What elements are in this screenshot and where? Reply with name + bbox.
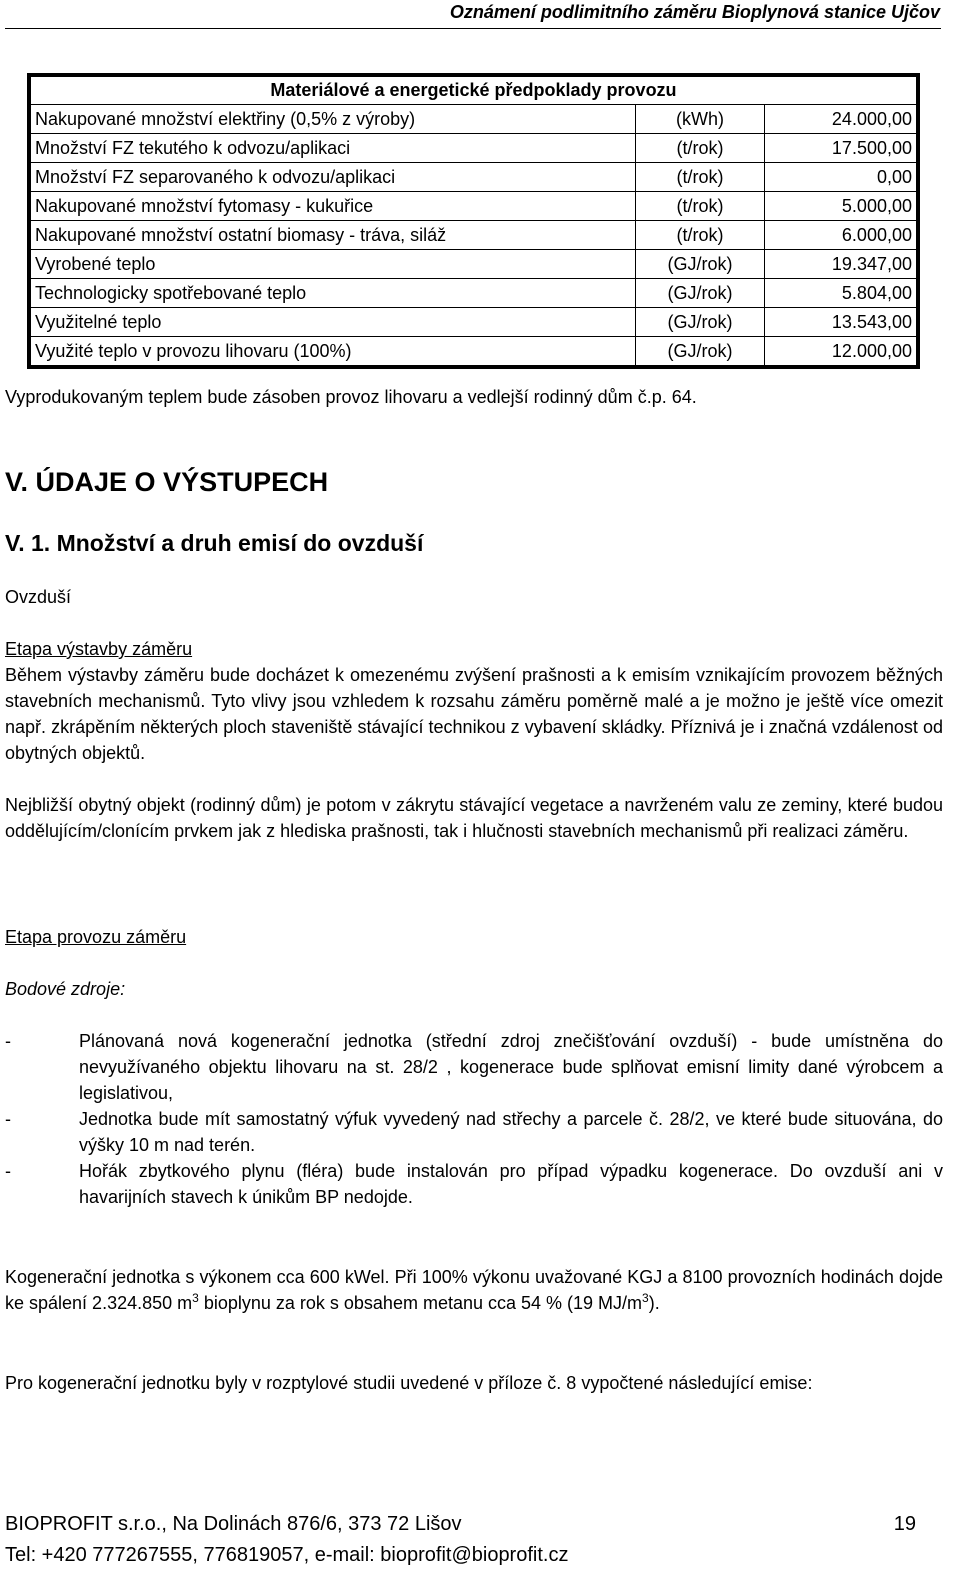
list-item [5, 1106, 943, 1158]
air-label: Ovzduší [5, 587, 72, 607]
construction-paragraph-1: Během výstavby záměru bude docházet k omezenému zvýšení prašnosti a k emisím vznikajícím provozem běžných stavebních mechanismů. Tyto vlivy jsou vzhledem k rozsahu záměru poměrně malé a je možno je ještě více omezit např. zkrápěním některých ploch staveniště stávající technikou z vybavení skládky. Příznivá je i značná vzdálenost od obytných objektů. [5, 665, 943, 763]
row-name: Nakupované množství elektřiny (0,5% z výroby) [29, 105, 636, 134]
table-row [29, 134, 918, 163]
row-unit: (GJ/rok) [636, 337, 765, 368]
row-value: 6.000,00 [765, 221, 919, 250]
kgj-text-c: ). [648, 1293, 660, 1313]
list-item-text: Hořák zbytkového plynu (fléra) bude instalován pro případ výpadku kogenerace. Do ovzduší ani v havarijních stavech k únikům BP nedojde. [79, 1161, 943, 1207]
table-row [29, 163, 918, 192]
row-name: Využitelné teplo [29, 308, 636, 337]
bullet-dash: - [5, 1109, 11, 1129]
list-item [5, 1158, 943, 1210]
row-unit: (GJ/rok) [636, 250, 765, 279]
row-value: 5.804,00 [765, 279, 919, 308]
row-unit: (t/rok) [636, 192, 765, 221]
row-unit: (t/rok) [636, 221, 765, 250]
section-heading: V. ÚDAJE O VÝSTUPECH [5, 467, 329, 497]
row-unit: (t/rok) [636, 163, 765, 192]
subsection-heading: V. 1. Množství a druh emisí do ovzduší [5, 530, 424, 556]
footer-line-1 [5, 1511, 920, 1538]
bullet-dash: - [5, 1161, 11, 1181]
row-name: Nakupované množství ostatní biomasy - tráva, siláž [29, 221, 636, 250]
table-row [29, 192, 918, 221]
row-unit: (GJ/rok) [636, 308, 765, 337]
row-unit: (kWh) [636, 105, 765, 134]
kgj-superscript-2: 3 [642, 1291, 649, 1305]
row-value: 17.500,00 [765, 134, 919, 163]
table-title: Materiálové a energetické předpoklady provozu [29, 75, 918, 105]
row-name: Využité teplo v provozu lihovaru (100%) [29, 337, 636, 368]
row-name: Technologicky spotřebované teplo [29, 279, 636, 308]
table-row [29, 221, 918, 250]
row-value: 12.000,00 [765, 337, 919, 368]
materials-energy-table [27, 73, 920, 369]
row-name: Množství FZ tekutého k odvozu/aplikaci [29, 134, 636, 163]
operation-heading: Etapa provozu záměru [5, 927, 187, 947]
row-unit: (GJ/rok) [636, 279, 765, 308]
footer-line-2: Tel: +420 777267555, 776819057, e-mail: bioprofit@bioprofit.cz [5, 1544, 569, 1566]
emission-paragraph: Pro kogenerační jednotku byly v rozptylové studii uvedené v příloze č. 8 vypočtené následující emise: [5, 1373, 813, 1393]
header-divider [5, 28, 941, 29]
row-unit: (t/rok) [636, 134, 765, 163]
kgj-superscript-1: 3 [192, 1291, 199, 1305]
kgj-text-b: bioplynu za rok s obsahem metanu cca 54 % (19 MJ/m [198, 1293, 643, 1313]
table-row [29, 105, 918, 134]
row-name: Nakupované množství fytomasy - kukuřice [29, 192, 636, 221]
table-row [29, 250, 918, 279]
bullet-dash: - [5, 1031, 11, 1051]
list-item-text: Jednotka bude mít samostatný výfuk vyvedený nad střechy a parcele č. 28/2, ve které bude situována, do výšky 10 m nad terén. [79, 1109, 943, 1155]
page-header: Oznámení podlimitního záměru Bioplynová stanice Ujčov [449, 2, 940, 22]
row-value: 5.000,00 [765, 192, 919, 221]
table-row [29, 308, 918, 337]
list-item-text: Plánovaná nová kogenerační jednotka (střední zdroj znečišťování ovzduší) - bude umístněna do nevyužívaného objektu lihovaru na st. 28/2 , kogenerace bude splňovat emisní limity dané výrobcem a legislativou, [79, 1031, 943, 1103]
table-title-row [29, 75, 918, 105]
table-row [29, 337, 918, 368]
kgj-text-a: Kogenerační jednotka s výkonem cca 600 kWel. Při 100% výkonu uvažované KGJ a 8100 provozních hodinách dojde ke spálení 2.324.850 m [5, 1267, 943, 1313]
page-number: 19 [893, 1513, 916, 1535]
row-value: 19.347,00 [765, 250, 919, 279]
kgj-paragraph [5, 1264, 943, 1316]
row-name: Množství FZ separovaného k odvozu/aplikaci [29, 163, 636, 192]
footer-address: BIOPROFIT s.r.o., Na Dolinách 876/6, 373 72 Lišov [5, 1513, 462, 1535]
construction-heading: Etapa výstavby záměru [5, 639, 193, 659]
construction-paragraph-2: Nejbližší obytný objekt (rodinný dům) je potom v zákrytu stávající vegetace a navrženém valu ze zeminy, které budou oddělujícím/clonícím prvkem jak z hlediska prašnosti, tak i hlučnosti stavebních mechanismů při realizaci záměru. [5, 795, 943, 841]
row-value: 0,00 [765, 163, 919, 192]
row-value: 13.543,00 [765, 308, 919, 337]
table-row [29, 279, 918, 308]
row-name: Vyrobené teplo [29, 250, 636, 279]
list-item [5, 1028, 943, 1106]
heat-note: Vyprodukovaným teplem bude zásoben provoz lihovaru a vedlejší rodinný dům č.p. 64. [5, 387, 697, 407]
point-sources-label: Bodové zdroje: [5, 979, 126, 999]
point-sources-list [5, 1028, 943, 1210]
row-value: 24.000,00 [765, 105, 919, 134]
